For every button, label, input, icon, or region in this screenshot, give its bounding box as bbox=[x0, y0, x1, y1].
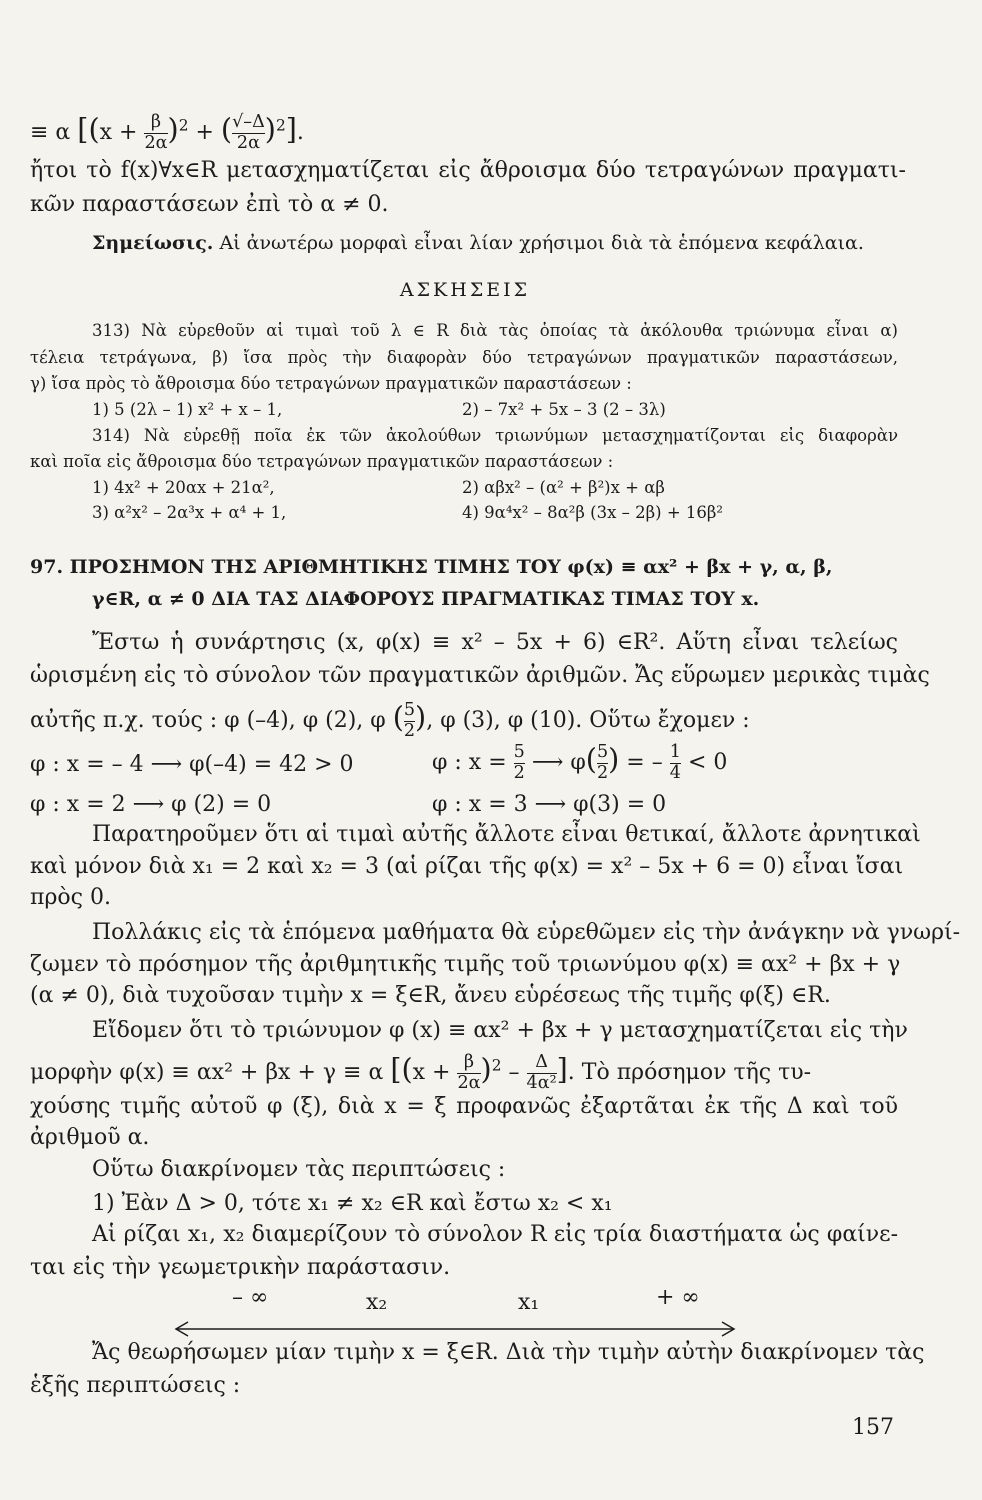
section-title-line-2: γ∈R, α ≠ 0 ΔΙΑ ΤΑΣ ΔΙΑΦΟΡΟΥΣ ΠΡΑΓΜΑΤΙΚΑΣ ΤΙΜΑΣ ΤΟΥ x. bbox=[92, 588, 760, 610]
formula-top: ≡ α [(x + $\frac{\beta}{2\alpha}$ )$^2$ + ( $\frac{√-\Delta}{2\alpha}$ )$^2$]. bbox=[30, 112, 304, 153]
ex314-item-3: 3) α²x² – 2α³x + α⁴ + 1, bbox=[92, 503, 287, 522]
body1-line-3: αὐτῆς π.χ. τούς : φ (–4), φ (2), φ ( $\frac{5}{2}$ ), φ (3), φ (10). Οὕτω ἔχομεν : bbox=[30, 700, 750, 741]
number-line-left-label: – ∞ bbox=[232, 1285, 269, 1310]
eval-row-1b: φ : x = $\frac{5}{2}$ ⟶ φ( $\frac{5}{2}$ ) = – $\frac{1}{4}$ < 0 bbox=[432, 742, 728, 783]
body4-formula-line: μορφὴν φ(x) ≡ αx² + βx + γ ≡ α [(x + $\frac{\beta}{2\alpha}$ )$^2$ – $\frac{\Delta}{\text{4α²}}$ ]. Τὸ πρόσημον τῆς τυ- bbox=[30, 1052, 812, 1093]
body6-line-2: ται εἰς τὴν γεωμετρικὴν παράστασιν. bbox=[30, 1255, 451, 1280]
body7-line-1: Ἄς θεωρήσωμεν μίαν τιμὴν x = ξ∈R. Διὰ τὴν τιμὴν αὐτὴν διακρίνομεν τὰς bbox=[92, 1340, 925, 1365]
body2-line-2: καὶ μόνον διὰ x₁ = 2 καὶ x₂ = 3 (αἱ ρίζαι τῆς φ(x) = x² – 5x + 6 = 0) εἶναι ἴσαι bbox=[30, 854, 904, 879]
eval-row-2b: φ : x = 3 ⟶ φ(3) = 0 bbox=[432, 792, 667, 817]
case-1-line: 1) Ἐὰν Δ > 0, τότε x₁ ≠ x₂ ∈R καὶ ἔστω x₂ < x₁ bbox=[92, 1191, 613, 1216]
body2-line-1: Παρατηροῦμεν ὅτι αἱ τιμαὶ αὐτῆς ἄλλοτε εἶναι θετικαί, ἄλλοτε ἀρνητικαὶ bbox=[92, 822, 921, 847]
body4-line-3: χούσης τιμῆς αὐτοῦ φ (ξ), διὰ x = ξ προφανῶς ἐξαρτᾶται ἐκ τῆς Δ καὶ τοῦ bbox=[30, 1094, 898, 1119]
exercises-heading: ΑΣΚΗΣΕΙΣ bbox=[399, 279, 531, 301]
note bbox=[92, 232, 864, 254]
fraction-beta-2alpha: $\frac{\beta}{2\alpha}$ bbox=[144, 112, 168, 153]
ex314-line-1: 314) Νὰ εὑρεθῇ ποῖα ἐκ τῶν ἀκολούθων τριωνύμων μετασχηματίζονται εἰς διαφορὰν bbox=[92, 426, 898, 445]
ex313-line-2: τέλεια τετράγωνα, β) ἴσα πρὸς τὴν διαφορὰν δύο τετραγώνων πραγματικῶν παραστάσεων, bbox=[30, 348, 898, 367]
page-number: 157 bbox=[852, 1415, 894, 1440]
body3-line-2: ζωμεν τὸ πρόσημον τῆς ἀριθμητικῆς τιμῆς τοῦ τριωνύμου φ(x) ≡ αx² + βx + γ bbox=[30, 952, 901, 977]
ex314-item-1: 1) 4x² + 20αx + 21α², bbox=[92, 478, 275, 497]
intro-line-1: ἤτοι τὸ f(x)∀x∈R μετασχηματίζεται εἰς ἄθροισμα δύο τετραγώνων πραγματι- bbox=[30, 158, 906, 183]
ex314-item-2: 2) αβx² – (α² + β²)x + αβ bbox=[462, 478, 665, 497]
body4-line-4: ἀριθμοῦ α. bbox=[30, 1125, 150, 1150]
formula-prefix: ≡ α bbox=[30, 120, 71, 145]
ex313-item-1: 1) 5 (2λ – 1) x² + x – 1, bbox=[92, 400, 283, 419]
eval-row-1a: φ : x = – 4 ⟶ φ(–4) = 42 > 0 bbox=[30, 752, 354, 777]
number-line-x2-label: x₂ bbox=[366, 1290, 388, 1315]
ex313-line-3: γ) ἴσα πρὸς τὸ ἄθροισμα δύο τετραγώνων πραγματικῶν παραστάσεων : bbox=[30, 374, 632, 393]
section-title-line-1: 97. ΠΡΟΣΗΜΟΝ ΤΗΣ ΑΡΙΘΜΗΤΙΚΗΣ ΤΙΜΗΣ ΤΟΥ φ(x) ≡ αx² + βx + γ, α, β, bbox=[30, 556, 833, 578]
body7-line-2: ἑξῆς περιπτώσεις : bbox=[30, 1373, 241, 1398]
ex314-item-4: 4) 9α⁴x² – 8α²β (3x – 2β) + 16β² bbox=[462, 503, 724, 522]
body4-line-1: Εἴδομεν ὅτι τὸ τριώνυμον φ (x) ≡ αx² + βx + γ μετασχηματίζεται εἰς τὴν bbox=[92, 1018, 908, 1043]
body1-line-2: ὡρισμένη εἰς τὸ σύνολον τῶν πραγματικῶν ἀριθμῶν. Ἄς εὕρωμεν μερικὰς τιμὰς bbox=[30, 663, 930, 688]
body3-line-1: Πολλάκις εἰς τὰ ἑπόμενα μαθήματα θὰ εὑρεθῶμεν εἰς τὴν ἀνάγκην νὰ γνωρί- bbox=[92, 920, 961, 945]
note-text: Αἱ ἀνωτέρω μορφαὶ εἶναι λίαν χρήσιμοι διὰ τὰ ἑπόμενα κεφάλαια. bbox=[219, 232, 864, 254]
intro-line-2: κῶν παραστάσεων ἐπὶ τὸ α ≠ 0. bbox=[30, 192, 389, 217]
ex313-line-1: 313) Νὰ εὑρεθοῦν αἱ τιμαὶ τοῦ λ ∈ R διὰ τὰς ὁποίας τὰ ἀκόλουθα τριώνυμα εἶναι α) bbox=[92, 321, 898, 340]
body6-line-1: Αἱ ρίζαι x₁, x₂ διαμερίζουν τὸ σύνολον R εἰς τρία διαστήματα ὡς φαίνε- bbox=[92, 1222, 898, 1247]
number-line-right-label: + ∞ bbox=[656, 1285, 700, 1310]
body5-line: Οὕτω διακρίνομεν τὰς περιπτώσεις : bbox=[92, 1157, 506, 1182]
body2-line-3: πρὸς 0. bbox=[30, 885, 111, 910]
ex313-item-2: 2) – 7x² + 5x – 3 (2 – 3λ) bbox=[462, 400, 666, 419]
body3-line-3: (α ≠ 0), διὰ τυχοῦσαν τιμὴν x = ξ∈R, ἄνευ εὑρέσεως τῆς τιμῆς φ(ξ) ∈R. bbox=[30, 983, 831, 1008]
formula-plus: + bbox=[195, 120, 214, 145]
number-line-x1-label: x₁ bbox=[518, 1290, 540, 1315]
number-line-arrow bbox=[170, 1318, 740, 1340]
ex314-line-2: καὶ ποῖα εἰς ἄθροισμα δύο τετραγώνων πραγματικῶν παραστάσεων : bbox=[30, 452, 614, 471]
eval-row-2a: φ : x = 2 ⟶ φ (2) = 0 bbox=[30, 792, 272, 817]
formula-x-part: x + bbox=[99, 120, 138, 145]
fraction-sqrt-delta: $\frac{√-\Delta}{2\alpha}$ bbox=[232, 112, 265, 153]
note-label: Σημείωσις. bbox=[92, 232, 214, 254]
body1-line-1: Ἔστω ἡ συνάρτησις (x, φ(x) ≡ x² – 5x + 6) ∈R². Αὕτη εἶναι τελείως bbox=[92, 630, 898, 655]
